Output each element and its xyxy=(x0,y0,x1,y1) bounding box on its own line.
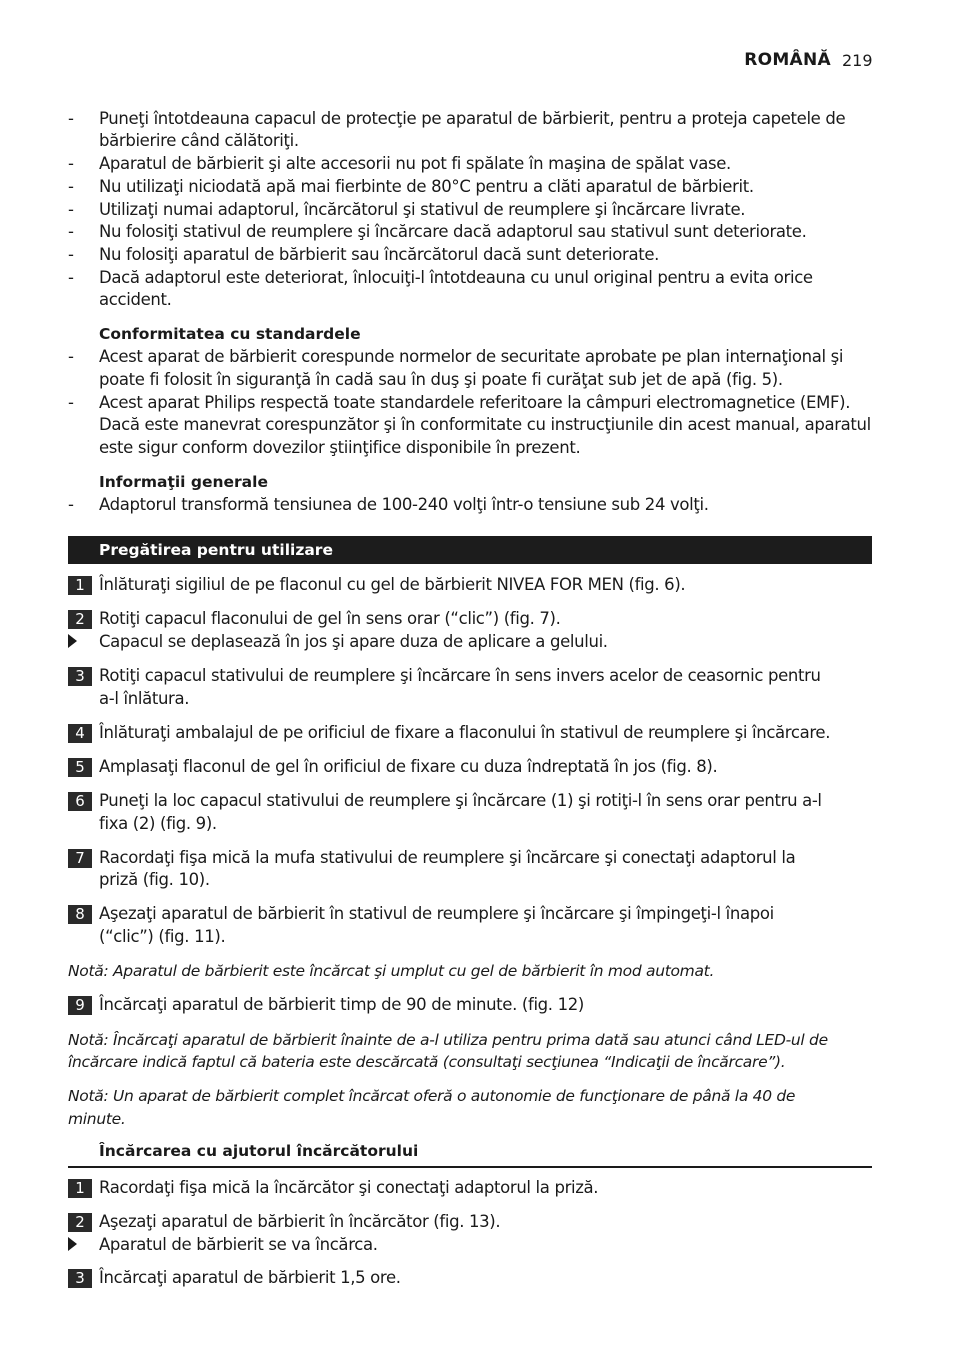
list-item: Nu folosiţi stativul de reumplere şi încărcare dacă adaptorul sau stativul sunt deteriorate. xyxy=(99,222,807,241)
step-number: 2 xyxy=(68,1213,92,1232)
note-text: Notă: Încărcaţi aparatul de bărbierit înainte de a-l utiliza pentru prima dată sau atunci când LED-ul de xyxy=(68,1031,828,1049)
step-number: 5 xyxy=(68,758,92,777)
list-dash: - xyxy=(68,393,74,412)
step-number: 8 xyxy=(68,905,92,924)
section-title: Pregătirea pentru utilizare xyxy=(99,541,333,559)
list-item: Acest aparat Philips respectă toate standardele referitoare la câmpuri electromagnetice (EMF). xyxy=(99,393,851,412)
step-text: Puneţi la loc capacul stativului de reumplere şi încărcare (1) şi rotiţi-l în sens orar pentru a-l xyxy=(99,791,822,810)
step-text: Încărcaţi aparatul de bărbierit timp de 90 de minute. (fig. 12) xyxy=(99,995,584,1014)
step-text: Înlăturaţi sigiliul de pe flaconul cu gel de bărbierit NIVEA FOR MEN (fig. 6). xyxy=(99,575,686,594)
list-dash: - xyxy=(68,495,74,514)
list-item: Adaptorul transformă tensiunea de 100-240 volţi într-o tensiune sub 24 volţi. xyxy=(99,495,709,514)
note-text: minute. xyxy=(68,1110,126,1128)
list-item: Acest aparat de bărbierit corespunde normelor de securitate aprobate pe plan internaţional şi xyxy=(99,347,844,366)
list-item: bărbierire când călătoriţi. xyxy=(99,131,299,150)
step-result: Capacul se deplasează în jos şi apare duza de aplicare a gelului. xyxy=(99,632,608,651)
step-text: Încărcaţi aparatul de bărbierit 1,5 ore. xyxy=(99,1268,401,1287)
step-text: Racordaţi fişa mică la mufa stativului de reumplere şi încărcare şi conectaţi adaptorul la xyxy=(99,848,796,867)
step-text: Rotiţi capacul stativului de reumplere şi încărcare în sens invers acelor de ceasornic pentru xyxy=(99,666,821,685)
list-item: accident. xyxy=(99,290,172,309)
list-dash: - xyxy=(68,200,74,219)
section-title: Încărcarea cu ajutorul încărcătorului xyxy=(99,1142,419,1160)
result-arrow-icon xyxy=(68,1237,78,1251)
list-item: Nu folosiţi aparatul de bărbierit sau încărcătorul dacă sunt deteriorate. xyxy=(99,245,660,264)
note-text: încărcare indică faptul că bateria este descărcată (consultaţi secţiunea “Indicaţii de încărcare”). xyxy=(68,1053,786,1071)
step-text: Înlăturaţi ambalajul de pe orificiul de fixare a flaconului în stativul de reumplere şi încărcare. xyxy=(99,723,831,742)
step-number: 9 xyxy=(68,996,92,1015)
step-text: fixa (2) (fig. 9). xyxy=(99,814,217,833)
list-dash: - xyxy=(68,347,74,366)
step-text: priză (fig. 10). xyxy=(99,870,210,889)
section-heading-charger xyxy=(68,1140,872,1168)
note-text: Notă: Un aparat de bărbierit complet încărcat oferă o autonomie de funcţionare de până la 40 de xyxy=(68,1087,796,1105)
step-result: Aparatul de bărbierit se va încărca. xyxy=(99,1235,378,1254)
step-text: Aşezaţi aparatul de bărbierit în stativul de reumplere şi încărcare şi împingeţi-l înapoi xyxy=(99,904,774,923)
list-item: Dacă adaptorul este deteriorat, înlocuiţi-l întotdeauna cu unul original pentru a evita orice xyxy=(99,268,813,287)
list-item: Nu utilizaţi niciodată apă mai fierbinte de 80°C pentru a clăti aparatul de bărbierit. xyxy=(99,177,754,196)
step-number: 4 xyxy=(68,724,92,743)
section-band-preparing xyxy=(68,536,872,564)
list-dash: - xyxy=(68,154,74,173)
section-heading-conformity: Conformitatea cu standardele xyxy=(99,325,361,343)
list-item: poate fi folosit în siguranţă în cadă sau în duş şi poate fi curăţat sub jet de apă (fig. 5). xyxy=(99,370,783,389)
step-text: Rotiţi capacul flaconului de gel în sens orar (“clic”) (fig. 7). xyxy=(99,609,561,628)
step-text: Racordaţi fişa mică la încărcător şi conectaţi adaptorul la priză. xyxy=(99,1178,599,1197)
step-number: 1 xyxy=(68,1179,92,1198)
list-dash: - xyxy=(68,222,74,241)
step-number: 3 xyxy=(68,667,92,686)
step-number: 6 xyxy=(68,792,92,811)
list-item: Utilizaţi numai adaptorul, încărcătorul şi stativul de reumplere şi încărcare livrate. xyxy=(99,200,746,219)
step-number: 7 xyxy=(68,849,92,868)
step-number: 3 xyxy=(68,1269,92,1288)
list-item: este sigur conform dovezilor ştiinţifice disponibile în prezent. xyxy=(99,438,581,457)
step-number: 2 xyxy=(68,610,92,629)
list-dash: - xyxy=(68,109,74,128)
list-dash: - xyxy=(68,177,74,196)
step-text: (“clic”) (fig. 11). xyxy=(99,927,226,946)
section-heading-general: Informaţii generale xyxy=(99,473,268,491)
step-number: 1 xyxy=(68,576,92,595)
list-item: Aparatul de bărbierit şi alte accesorii nu pot fi spălate în maşina de spălat vase. xyxy=(99,154,731,173)
list-dash: - xyxy=(68,268,74,287)
list-item: Puneţi întotdeauna capacul de protecţie pe aparatul de bărbierit, pentru a proteja capetele de xyxy=(99,109,846,128)
step-text: a-l înlătura. xyxy=(99,689,190,708)
language-heading: ROMÂNĂ xyxy=(744,50,831,70)
result-arrow-icon xyxy=(68,634,78,648)
step-text: Aşezaţi aparatul de bărbierit în încărcător (fig. 13). xyxy=(99,1212,501,1231)
note-text: Notă: Aparatul de bărbierit este încărcat şi umplut cu gel de bărbierit în mod automat. xyxy=(68,962,715,980)
page-number: 219 xyxy=(842,51,873,70)
step-text: Amplasaţi flaconul de gel în orificiul de fixare cu duza îndreptată în jos (fig. 8). xyxy=(99,757,718,776)
list-item: Dacă este manevrat corespunzător şi în conformitate cu instrucţiunile din acest manual, aparatul xyxy=(99,415,871,434)
list-dash: - xyxy=(68,245,74,264)
